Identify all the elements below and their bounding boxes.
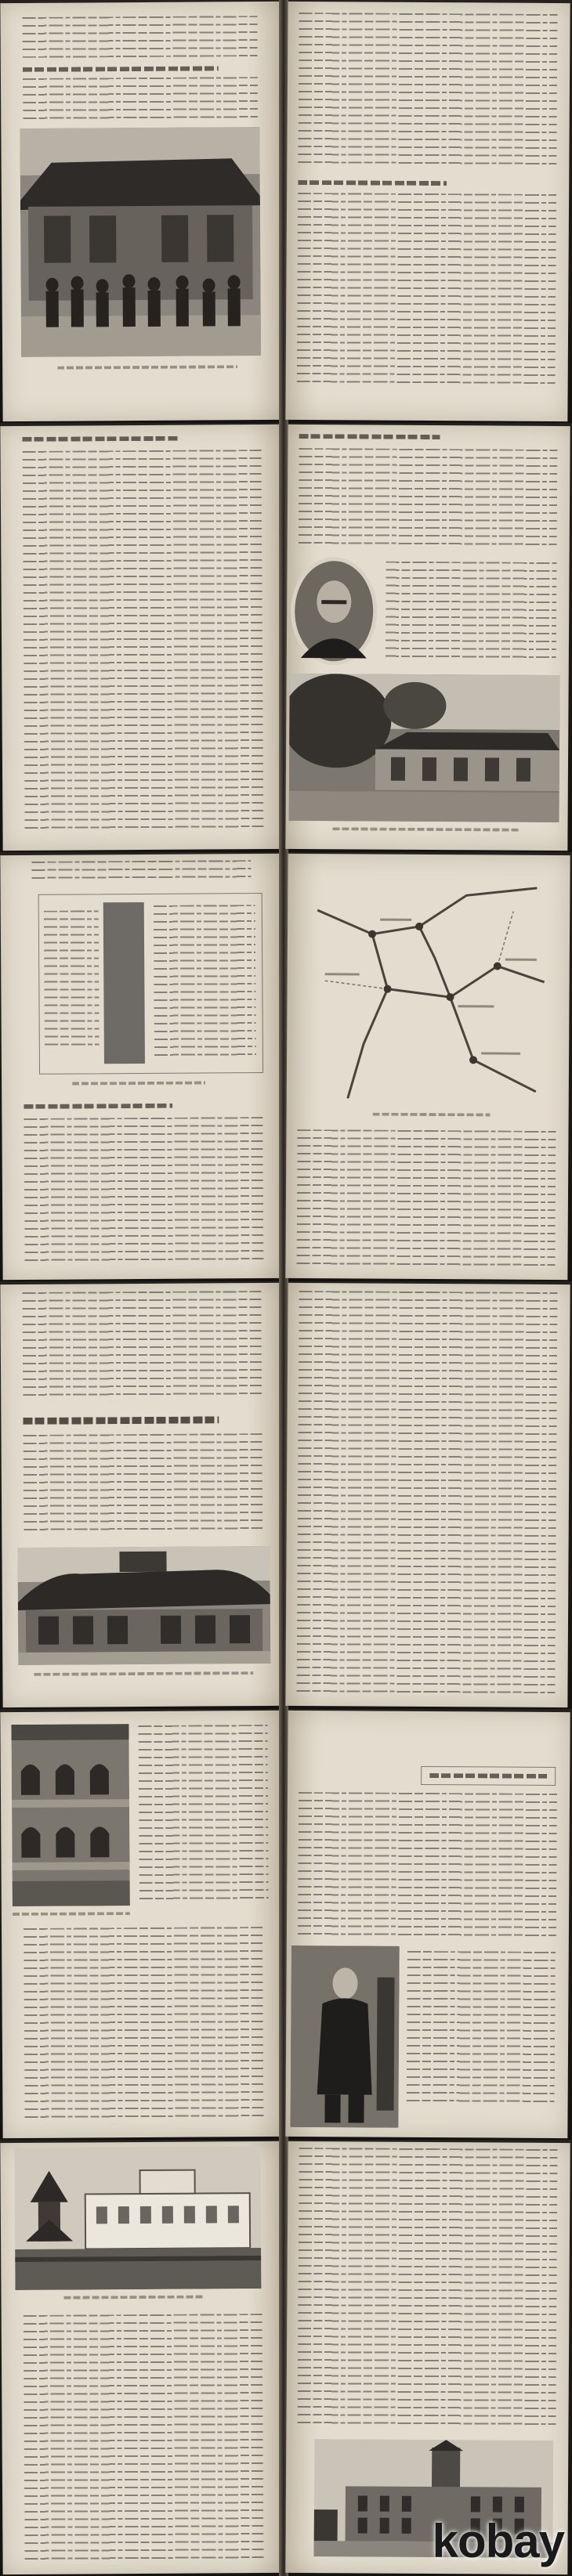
left-page	[0, 2141, 281, 2574]
map-roads	[317, 887, 545, 1100]
book-spread-3	[0, 852, 572, 1281]
body-text	[297, 2148, 557, 2431]
body-text	[22, 16, 257, 58]
right-page	[285, 425, 570, 851]
photo-standing-figure	[290, 1946, 399, 2128]
section-heading	[23, 1416, 219, 1425]
body-text	[24, 1927, 264, 2124]
chapter-heading-box	[421, 1766, 556, 1786]
right-page	[285, 2141, 570, 2574]
book-spread-2	[0, 423, 572, 852]
right-page	[285, 854, 570, 1280]
body-text	[298, 13, 557, 171]
book-spread-6	[0, 2140, 572, 2576]
body-text	[24, 1433, 263, 1537]
body-text	[23, 450, 264, 835]
section-heading	[23, 66, 219, 72]
body-text	[407, 1951, 556, 2108]
photo-ornate-facade	[11, 1724, 129, 1906]
body-text	[24, 2314, 264, 2566]
photo-palace	[14, 2146, 261, 2290]
map-paths	[325, 910, 514, 989]
body-text	[386, 562, 557, 664]
diagram-bar	[103, 902, 145, 1064]
photo-building-trees	[289, 674, 560, 822]
diagram-box	[38, 893, 263, 1075]
photo-caption	[34, 1671, 253, 1676]
left-page	[0, 854, 281, 1280]
body-text	[296, 1291, 557, 1700]
left-page	[0, 1711, 281, 2138]
map-caption	[373, 1113, 491, 1117]
body-text	[296, 1129, 556, 1268]
body-text	[299, 448, 558, 551]
map-nodes	[367, 923, 501, 1064]
body-text	[297, 193, 557, 390]
left-page	[0, 2, 281, 421]
section-heading	[24, 1104, 172, 1109]
photo-traditional-building	[17, 1546, 270, 1665]
right-page	[285, 1711, 570, 2138]
book-spread-1	[0, 0, 572, 423]
site-logo: kobay	[432, 2515, 564, 2567]
body-text	[24, 1117, 263, 1267]
section-heading	[298, 180, 447, 186]
portrait-photo	[290, 556, 378, 667]
photo-building-crowd	[20, 127, 261, 357]
diagram-label-list	[154, 905, 256, 1062]
book-spread-5	[0, 1709, 572, 2140]
route-map	[301, 863, 557, 1107]
photo-caption	[332, 827, 520, 831]
photo-caption	[57, 365, 237, 369]
body-text	[23, 77, 258, 122]
body-text	[298, 1792, 557, 1942]
diagram-label-list	[44, 910, 100, 1051]
section-heading	[22, 436, 179, 442]
right-page	[285, 1283, 570, 1707]
left-page	[0, 1283, 281, 1707]
left-page	[0, 425, 281, 851]
section-heading	[299, 434, 440, 439]
diagram-caption	[72, 1081, 205, 1085]
photo-caption	[64, 2296, 205, 2300]
body-text	[138, 1725, 268, 1906]
book-spread-4	[0, 1281, 572, 1709]
body-text	[22, 1291, 262, 1402]
chapter-heading	[429, 1773, 547, 1779]
body-text	[31, 860, 251, 883]
right-page	[285, 2, 570, 421]
photo-caption	[13, 1912, 130, 1916]
